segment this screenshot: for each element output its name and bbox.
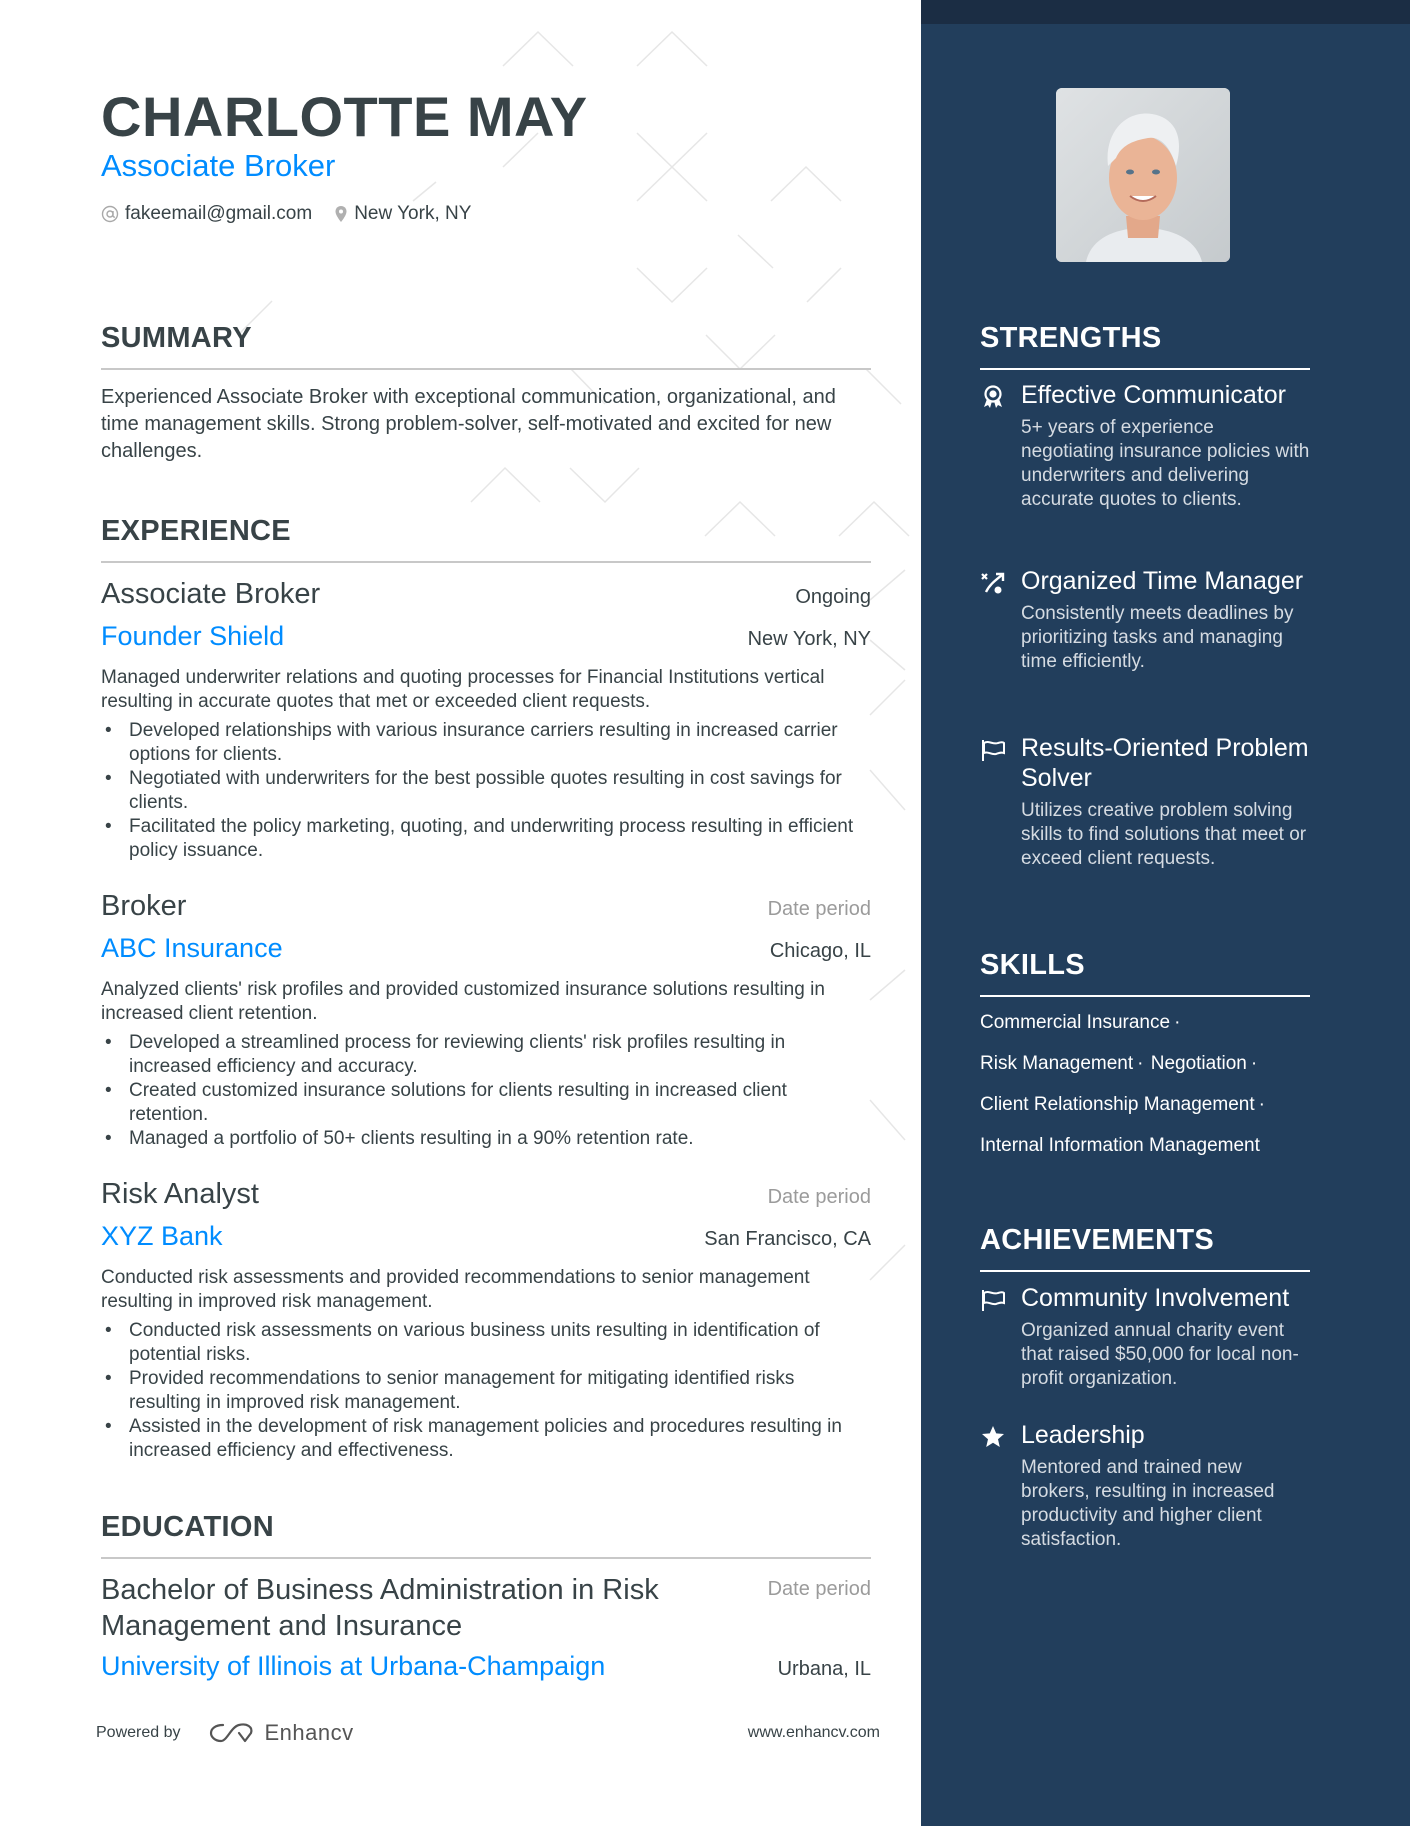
job-location: Chicago, IL [769, 940, 871, 962]
footer [96, 1720, 880, 1746]
company-name[interactable]: Founder Shield [101, 621, 285, 651]
achievement-description: Organized annual charity event that raised $50,000 for local non-profit organization. [1021, 1320, 1299, 1389]
achievements-section [980, 1222, 1310, 1272]
bullet-item: • Managed a portfolio of 50+ clients resulting in a 90% retention rate. [101, 1127, 871, 1151]
map-pin-icon [334, 205, 348, 223]
sidebar [921, 0, 1410, 1826]
strength-description: Consistently meets deadlines by prioritizing tasks and managing time efficiently. [1021, 603, 1294, 672]
job-location: San Francisco, CA [704, 1228, 871, 1250]
strength-title: Organized Time Manager [1021, 567, 1304, 595]
job-description: Managed underwriter relations and quoting processes for Financial Institutions vertical resulting in accurate quotes that met or exceeded client requests. [101, 667, 825, 712]
experience-entry [101, 1176, 871, 1463]
bullet-item: • Developed a streamlined process for reviewing clients' risk profiles resulting in increased efficiency and accuracy. [101, 1031, 871, 1079]
strength-title: Results-Oriented Problem Solver [1021, 734, 1309, 792]
strength-item [980, 566, 1310, 674]
job-date: Ongoing [795, 586, 871, 608]
skill-tag: Client Relationship Management [980, 1094, 1255, 1115]
skill-tag: Risk Management [980, 1053, 1134, 1074]
education-section [101, 1509, 871, 1559]
skill-line: Risk Management · Negotiation · [980, 1053, 1258, 1074]
enhancv-logo[interactable] [209, 1720, 354, 1746]
school-name[interactable]: University of Illinois at Urbana-Champaign [101, 1651, 606, 1681]
job-bullets [101, 1319, 871, 1463]
company-name[interactable]: XYZ Bank [101, 1221, 223, 1251]
candidate-name: CHARLOTTE MAY [101, 85, 588, 148]
bullet-item: • Assisted in the development of risk management policies and procedures resulting in increased efficiency and effectiveness. [101, 1415, 871, 1463]
sidebar-top-bar [921, 0, 1410, 24]
contact-email[interactable] [101, 203, 312, 225]
degree-title: Bachelor of Business Administration in Risk Management and Insurance [101, 1574, 659, 1642]
skill-line: Commercial Insurance · [980, 1012, 1181, 1033]
candidate-title: Associate Broker [101, 148, 336, 183]
section-title-skills: SKILLS [980, 949, 1085, 981]
section-title-experience: EXPERIENCE [101, 515, 291, 547]
job-bullets [101, 719, 871, 863]
skills-list [980, 1011, 1310, 1158]
contact-location [334, 203, 471, 225]
achievement-description: Mentored and trained new brokers, resulting in increased productivity and higher client satisfaction. [1021, 1457, 1275, 1550]
experience-section [101, 513, 871, 563]
location-text: New York, NY [354, 203, 472, 224]
strengths-section [980, 320, 1310, 370]
section-divider [101, 1557, 871, 1559]
website-link[interactable]: www.enhancv.com [747, 1724, 880, 1741]
powered-by-label: Powered by [96, 1724, 181, 1741]
flag-icon [980, 737, 1006, 763]
section-title-summary: SUMMARY [101, 322, 252, 354]
bullet-item: • Negotiated with underwriters for the best possible quotes resulting in cost savings for clients. [101, 767, 871, 815]
job-location: New York, NY [747, 628, 871, 650]
bullet-item: • Facilitated the policy marketing, quoting, and underwriting process resulting in efficient policy issuance. [101, 815, 871, 863]
job-bullets [101, 1031, 871, 1151]
experience-entry [101, 888, 871, 1151]
bullet-item: • Provided recommendations to senior management for mitigating identified risks resulting in improved risk management. [101, 1367, 871, 1415]
section-title-strengths: STRENGTHS [980, 322, 1162, 354]
achievement-title: Community Involvement [1021, 1284, 1290, 1312]
flag-icon [980, 1287, 1006, 1313]
strength-title: Effective Communicator [1021, 381, 1286, 409]
achievement-item [980, 1283, 1310, 1391]
skill-tag: Negotiation [1150, 1053, 1247, 1074]
achievement-title: Leadership [1021, 1421, 1145, 1449]
section-divider [101, 368, 871, 370]
skill-line [980, 1134, 1310, 1158]
strength-item [980, 733, 1310, 871]
section-divider [980, 368, 1310, 370]
email-text: fakeemail@gmail.com [125, 203, 313, 224]
company-name[interactable]: ABC Insurance [101, 933, 283, 963]
job-date: Date period [767, 898, 871, 920]
section-divider [101, 561, 871, 563]
bullet-item: • Created customized insurance solutions for clients resulting in increased client retention. [101, 1079, 871, 1127]
powered-by [96, 1720, 354, 1746]
star-icon [980, 1424, 1006, 1450]
strength-description: 5+ years of experience negotiating insurance policies with underwriters and delivering accurate quotes to clients. [1021, 417, 1310, 510]
strength-item [980, 380, 1310, 512]
skills-section [980, 947, 1310, 1175]
job-title: Risk Analyst [101, 1178, 259, 1210]
route-arrow-icon [980, 570, 1006, 596]
job-title: Associate Broker [101, 578, 321, 610]
job-description: Analyzed clients' risk profiles and provided customized insurance solutions resulting in increased client retention. [101, 979, 825, 1024]
profile-photo [1056, 88, 1230, 262]
achievement-item [980, 1420, 1310, 1552]
section-title-achievements: ACHIEVEMENTS [980, 1224, 1215, 1256]
job-description: Conducted risk assessments and provided recommendations to senior management resulting in improved risk management. [101, 1267, 810, 1312]
skill-line: Client Relationship Management · [980, 1094, 1265, 1115]
at-icon [101, 205, 119, 223]
job-date: Date period [767, 1186, 871, 1208]
experience-entry [101, 576, 871, 863]
section-title-education: EDUCATION [101, 1511, 274, 1543]
bullet-item: • Developed relationships with various insurance carriers resulting in increased carrier options for clients. [101, 719, 871, 767]
award-ribbon-icon [980, 384, 1006, 410]
education-location: Urbana, IL [777, 1658, 871, 1680]
enhancv-logo-icon [209, 1721, 255, 1745]
skill-tag: Internal Information Management [980, 1135, 1260, 1156]
education-entry [101, 1572, 871, 1684]
brand-name: Enhancv [264, 1720, 354, 1745]
section-divider [980, 995, 1310, 997]
summary-section [101, 320, 871, 465]
summary-text: Experienced Associate Broker with exceptional communication, organizational, and time management skills. Strong problem-solver, self-motivated and excited for new challenges. [101, 386, 836, 462]
job-title: Broker [101, 890, 187, 922]
education-date: Date period [767, 1578, 871, 1600]
bullet-item: • Conducted risk assessments on various business units resulting in identification of potential risks. [101, 1319, 871, 1367]
strength-description: Utilizes creative problem solving skills to find solutions that meet or exceed client requests. [1021, 800, 1307, 869]
section-divider [980, 1270, 1310, 1272]
skill-tag: Commercial Insurance [980, 1012, 1171, 1033]
portrait-illustration [1056, 88, 1230, 262]
contact-info [101, 203, 493, 225]
